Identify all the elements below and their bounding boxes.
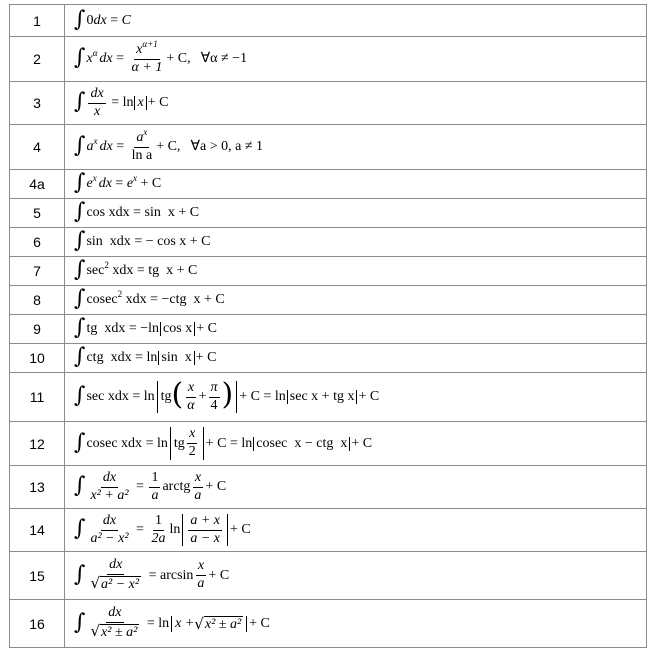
row-number: 11 [10,373,65,422]
formula-text: x [136,41,143,57]
fraction [149,514,167,546]
formula-text: dx [107,558,124,575]
fraction [209,381,220,413]
formula-text: cosec [86,292,118,307]
formula-text: α [92,47,98,58]
row-number: 13 [10,466,65,509]
formula-text: xdx [108,263,134,278]
table-row [10,228,647,257]
row-number: 15 [10,552,65,600]
formula-text: e [86,176,93,191]
table-row [10,37,647,82]
row-number: 5 [10,199,65,228]
formula-text: dx [99,139,113,154]
formula-text: x + [175,615,195,631]
formula-text: + C [205,479,227,494]
formula-text: x [187,427,197,444]
integral-sign: ∫ [74,89,86,114]
row-number: 9 [10,315,65,344]
row-number: 8 [10,286,65,315]
formula-text: = ln [143,615,170,631]
fraction [185,381,196,413]
formula-text: π [209,381,220,398]
formula-text: + [198,389,207,404]
formula-cell [65,228,647,257]
integral-sign: ∫ [74,516,86,541]
formula-text: α + 1 [131,59,163,75]
integral-formula-table [9,4,647,648]
formula-text: a + x [188,514,222,531]
formula-text: sec [86,263,105,278]
fraction [88,606,141,641]
fraction [130,38,165,75]
formula-cell [65,82,647,125]
table-row [10,125,647,170]
formula-text: x [134,96,146,110]
formula-text: tg x + C [148,263,198,278]
formula-cell [65,600,647,648]
formula-text: + C = ln [205,435,253,451]
table-row [10,509,647,552]
row-number: 16 [10,600,65,648]
table-row [10,286,647,315]
formula-text: x² ± a² [204,616,242,632]
formula-text: x [92,172,97,183]
formula-cell [65,552,647,600]
formula-cell [65,286,647,315]
formula-text: = [106,12,122,28]
formula-text: dx [106,606,123,623]
formula-text: = [129,205,145,220]
formula-text: a [151,487,159,503]
row-number: 10 [10,344,65,373]
formula-text: ln a [131,147,153,163]
table-row [10,82,647,125]
formula-text: dx [88,87,105,104]
formula-text: 1 [149,471,160,488]
fraction [187,427,198,459]
fraction [149,471,160,503]
table-row [10,170,647,199]
formula-text: + C, [166,51,191,66]
formula-text: + C [137,176,162,191]
formula-text: x [133,172,138,183]
formula-text: = [112,51,128,66]
formula-text: 4 [210,397,218,413]
formula-text: ∀a > 0, a ≠ 1 [190,139,264,154]
formula-text: + C [195,350,217,365]
formula-text: = ln [128,389,155,404]
fraction [192,471,203,503]
formula-text: x [93,103,101,119]
sqrt-icon: √ [194,614,204,633]
formula-text: + C = ln [239,389,286,404]
formula-text: x² ± a² [101,624,138,640]
formula-text: ctg xdx [86,350,132,365]
formula-text: C [121,12,131,28]
formula-text: dx [98,176,112,191]
formula-text: α+1 [142,38,158,49]
row-number: 2 [10,37,65,82]
table-row [10,422,647,466]
formula-text: + C [249,615,270,631]
formula-cell [65,509,647,552]
formula-cell [65,37,647,82]
formula-text: 2a [151,530,166,546]
integral-sign: ∫ [74,344,86,369]
formula-text: 1 [153,514,164,531]
formula-text: = [132,522,148,537]
formula-text: = ln [142,435,168,451]
formula-cell [65,466,647,509]
formula-text: x [86,51,93,66]
integral-sign: ∫ [74,45,86,70]
table-row [10,466,647,509]
formula-text: cos xdx [86,205,130,220]
table-row [10,373,647,422]
formula-text: x² + a² [90,487,129,503]
abs-group [170,427,204,459]
formula-text: α [187,397,195,413]
formula-cell [65,125,647,170]
formula-text: = ln [107,95,134,110]
formula-text: x [196,559,206,576]
integral-sign: ∫ [74,561,86,587]
integral-sign: ∫ [74,6,86,32]
formula-text: a − x [190,530,220,546]
row-number: 4a [10,170,65,199]
formula-cell [65,257,647,286]
formula-text: + C [358,389,380,404]
formula-text: sec xdx [86,389,129,404]
row-number: 7 [10,257,65,286]
formula-text: tg [160,389,172,404]
integral-sign: ∫ [74,199,86,224]
table-row [10,257,647,286]
abs-group [171,616,247,632]
formula-text: = [111,176,127,191]
formula-text: cosec x − ctg x [253,437,350,451]
formula-text: a [86,139,94,154]
integral-sign: ∫ [74,429,86,455]
row-number: 4 [10,125,65,170]
table-row [10,315,647,344]
formula-text: dx [101,514,118,531]
formula-text: = [130,234,146,249]
formula-text: − cos x + C [145,234,211,249]
integral-sign: ∫ [74,315,86,340]
formula-text: x [93,135,98,146]
formula-text: + C [351,435,373,451]
fraction [88,514,130,546]
formula-text: cos x [160,322,195,336]
formula-cell [65,373,647,422]
fraction [88,87,105,119]
formula-cell [65,170,647,199]
formula-text: a² − x² [101,576,140,592]
row-number: 12 [10,422,65,466]
formula-text: arctg [162,479,191,494]
formula-text: 2 [104,259,109,270]
formula-text: 0 [86,12,94,28]
formula-text: ∀α ≠ −1 [200,51,248,66]
formula-cell [65,315,647,344]
fraction [88,471,130,503]
formula-text: = −ln [125,321,160,336]
integral-sign: ∫ [74,286,86,311]
formula-text: tg xdx [86,321,126,336]
integral-sign: ∫ [74,473,86,498]
table-row [10,199,647,228]
table-row [10,600,647,648]
formula-text: dx [101,471,118,488]
formula-text: sec x + tg x [287,390,358,404]
formula-text: + C [196,321,217,336]
formula-text: cosec xdx [86,435,143,451]
formula-table-container [9,4,647,648]
table-row [10,5,647,37]
formula-text: e [126,176,134,191]
formula-cell [65,199,647,228]
fraction [130,126,155,163]
formula-text: sin xdx [86,234,131,249]
formula-text: sin x + C [144,205,200,220]
formula-cell [65,344,647,373]
table-row [10,552,647,600]
formula-text: a [136,129,144,145]
formula-text: = [132,479,148,494]
formula-text: = [133,263,149,278]
formula-text: = [146,292,162,307]
formula-text: + C [208,567,230,583]
sqrt-icon: √ [90,622,101,641]
abs-group: tg ( $\frac{x}{\alpha}$ + $\frac{\pi}{4}$ ) [157,381,238,413]
table-row [10,344,647,373]
formula-text: 2 [188,444,196,459]
abs-group [182,514,228,546]
fraction [188,514,222,546]
formula-text: −ctg x + C [161,292,225,307]
formula-text: x [193,471,203,488]
formula-text: = [112,139,128,154]
integral-sign: ∫ [74,257,86,282]
row-number: 1 [10,5,65,37]
row-number: 3 [10,82,65,125]
integral-sign: ∫ [74,383,86,408]
formula-text: a² − x² [90,530,129,546]
fraction [88,558,143,593]
formula-text: x [143,126,148,137]
formula-text: sin x [158,351,194,365]
formula-text: = ln [131,350,158,365]
formula-text: a [194,487,202,503]
formula-text: tg [173,435,185,451]
fraction [195,559,206,591]
row-number: 6 [10,228,65,257]
integral-sign: ∫ [74,133,86,158]
formula-text: xdx [122,292,147,307]
formula-text: dx [99,51,113,66]
integral-sign: ∫ [74,609,86,635]
formula-text: a [197,576,205,591]
formula-text: x [186,381,196,398]
formula-text: + C, [156,139,181,154]
formula-cell [65,422,647,466]
formula-text: = arcsin [145,567,194,583]
row-number: 14 [10,509,65,552]
formula-text: ln [169,522,181,537]
sqrt-icon: √ [90,574,101,593]
formula-text: 2 [117,288,123,299]
integral-sign: ∫ [74,228,86,253]
formula-cell [65,5,647,37]
formula-text: + C [230,522,251,537]
formula-text: dx [93,12,107,28]
formula-text: + C [147,95,169,110]
integral-sign: ∫ [74,170,86,195]
